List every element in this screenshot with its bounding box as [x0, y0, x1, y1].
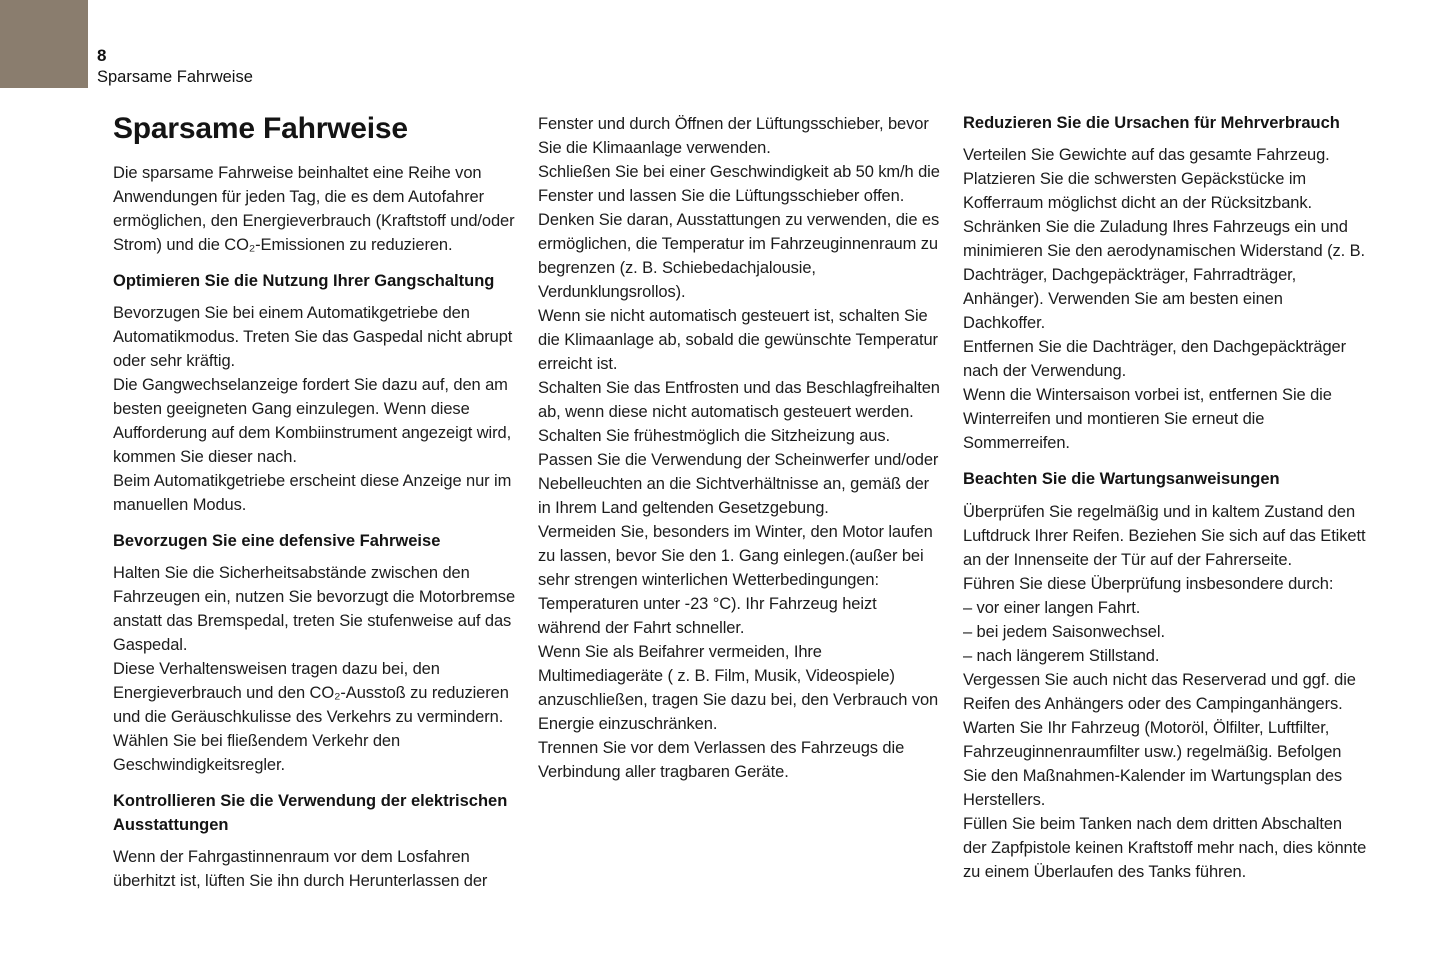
section-heading: Reduzieren Sie die Ursachen für Mehrverbrauch	[963, 114, 1340, 132]
page-number: 8	[97, 46, 107, 65]
paragraph: Denken Sie daran, Ausstattungen zu verwenden, die es ermöglichen, die Temperatur im Fahrzeuginnenraum zu begrenzen (z. B. Schiebedachjalousie, Verdunklungsrollos).	[538, 211, 940, 301]
paragraph: Bevorzugen Sie bei einem Automatikgetriebe den Automatikmodus. Treten Sie das Gaspedal nicht abrupt oder sehr kräftig.	[113, 303, 513, 370]
section-heading: Bevorzugen Sie eine defensive Fahrweise	[113, 531, 441, 550]
paragraph: Warten Sie Ihr Fahrzeug (Motoröl, Ölfilter, Luftfilter, Fahrzeuginnenraumfilter usw.) regelmäßig. Befolgen Sie den Maßnahmen-Kalender im Wartungsplan des Herstellers.	[963, 718, 1343, 809]
text-column-3	[963, 112, 1367, 893]
paragraph: Führen Sie diese Überprüfung insbesondere durch:	[963, 574, 1334, 593]
paragraph: Trennen Sie vor dem Verlassen des Fahrzeugs die Verbindung aller tragbaren Geräte.	[538, 739, 905, 781]
paragraph: Passen Sie die Verwendung der Scheinwerfer und/oder Nebelleuchten an die Sichtverhältnisse an, gemäß der in Ihrem Land geltenden Gesetzgebung.	[538, 451, 939, 517]
paragraph: Wenn Sie als Beifahrer vermeiden, Ihre Multimediageräte ( z. B. Film, Musik, Videospiele) anzuschließen, tragen Sie dazu bei, den Verbrauch von Energie einzuschränken.	[538, 643, 939, 733]
text-column-2	[538, 112, 942, 893]
paragraph: Entfernen Sie die Dachträger, den Dachgepäckträger nach der Verwendung.	[963, 338, 1346, 381]
paragraph: Schließen Sie bei einer Geschwindigkeit ab 50 km/h die Fenster und lassen Sie die Lüftungsschieber offen.	[538, 163, 940, 205]
paragraph: Vermeiden Sie, besonders im Winter, den Motor laufen zu lassen, bevor Sie den 1. Gang einlegen.(außer bei sehr strengen winterlichen Wetterbedingungen: Temperaturen unter -23 °C). Ihr Fahrzeug heizt während der Fahrt schneller.	[538, 523, 933, 637]
paragraph: Überprüfen Sie regelmäßig und in kaltem Zustand den Luftdruck Ihrer Reifen. Beziehen Sie sich auf das Etikett an der Innenseite der Tür auf der Fahrerseite.	[963, 502, 1366, 569]
article-title: Sparsame Fahrweise	[113, 112, 408, 145]
section-heading: Optimieren Sie die Nutzung Ihrer Gangschaltung	[113, 271, 495, 290]
section-heading: Beachten Sie die Wartungsanweisungen	[963, 470, 1280, 489]
paragraph: Fenster und durch Öffnen der Lüftungsschieber, bevor Sie die Klimaanlage verwenden.	[538, 115, 929, 157]
dash-list-item: – bei jedem Saisonwechsel.	[963, 622, 1165, 641]
page-header	[97, 46, 253, 88]
dash-list-item: – vor einer langen Fahrt.	[963, 598, 1141, 617]
paragraph: Wenn sie nicht automatisch gesteuert ist, schalten Sie die Klimaanlage ab, sobald die gewünschte Temperatur erreicht ist.	[538, 307, 938, 373]
paragraph: Vergessen Sie auch nicht das Reserverad und ggf. die Reifen des Anhängers oder des Campinganhängers.	[963, 670, 1356, 713]
dash-list	[963, 596, 1367, 668]
paragraph: Halten Sie die Sicherheitsabstände zwischen den Fahrzeugen ein, nutzen Sie bevorzugt die Motorbremse anstatt das Bremspedal, treten Sie stufenweise auf das Gaspedal.	[113, 564, 516, 655]
paragraph: Wenn der Fahrgastinnenraum vor dem Losfahren überhitzt ist, lüften Sie ihn durch Herunterlassen der	[113, 848, 488, 891]
paragraph: Schalten Sie das Entfrosten und das Beschlagfreihalten ab, wenn diese nicht automatisch gesteuert werden.	[538, 379, 940, 421]
section-color-tab	[0, 0, 88, 88]
paragraph: Schränken Sie die Zuladung Ihres Fahrzeugs ein und minimieren Sie den aerodynamischen Widerstand (z. B. Dachträger, Dachgepäckträger, Fahrradträger, Anhänger). Verwenden Sie am besten einen Dachkoffer.	[963, 218, 1365, 333]
paragraph: Füllen Sie beim Tanken nach dem dritten Abschalten der Zapfpistole keinen Kraftstoff mehr nach, dies könnte zu einem Überlaufen des Tanks führen.	[963, 814, 1367, 881]
paragraph: Beim Automatikgetriebe erscheint diese Anzeige nur im manuellen Modus.	[113, 471, 512, 514]
section-heading: Kontrollieren Sie die Verwendung der elektrischen Ausstattungen	[113, 792, 508, 834]
content-columns	[113, 112, 1367, 893]
paragraph: Die Gangwechselanzeige fordert Sie dazu auf, den am besten geeigneten Gang einzulegen. Wenn diese Aufforderung auf dem Kombiinstrument angezeigt wird, kommen Sie dieser nach.	[113, 375, 512, 466]
paragraph: Verteilen Sie Gewichte auf das gesamte Fahrzeug. Platzieren Sie die schwersten Gepäckstücke im Kofferraum möglichst dicht an der Rücksitzbank.	[963, 146, 1330, 213]
paragraph: Diese Verhaltensweisen tragen dazu bei, den Energieverbrauch und den CO₂-Ausstoß zu reduzieren und die Geräuschkulisse des Verkehrs zu vermindern. Wählen Sie bei fließendem Verkehr den Geschwindigkeitsregler.	[113, 660, 509, 775]
running-section-title: Sparsame Fahrweise	[97, 68, 253, 87]
dash-list-item: – nach längerem Stillstand.	[963, 646, 1160, 665]
paragraph: Wenn die Wintersaison vorbei ist, entfernen Sie die Winterreifen und montieren Sie erneut die Sommerreifen.	[963, 386, 1332, 453]
paragraph: Die sparsame Fahrweise beinhaltet eine Reihe von Anwendungen für jeden Tag, die es dem Autofahrer ermöglichen, den Energieverbrauch (Kraftstoff und/oder Strom) und die CO₂-Emissionen zu reduzieren.	[113, 163, 515, 254]
text-column-1	[113, 112, 517, 893]
paragraph: Schalten Sie frühestmöglich die Sitzheizung aus.	[538, 427, 890, 445]
